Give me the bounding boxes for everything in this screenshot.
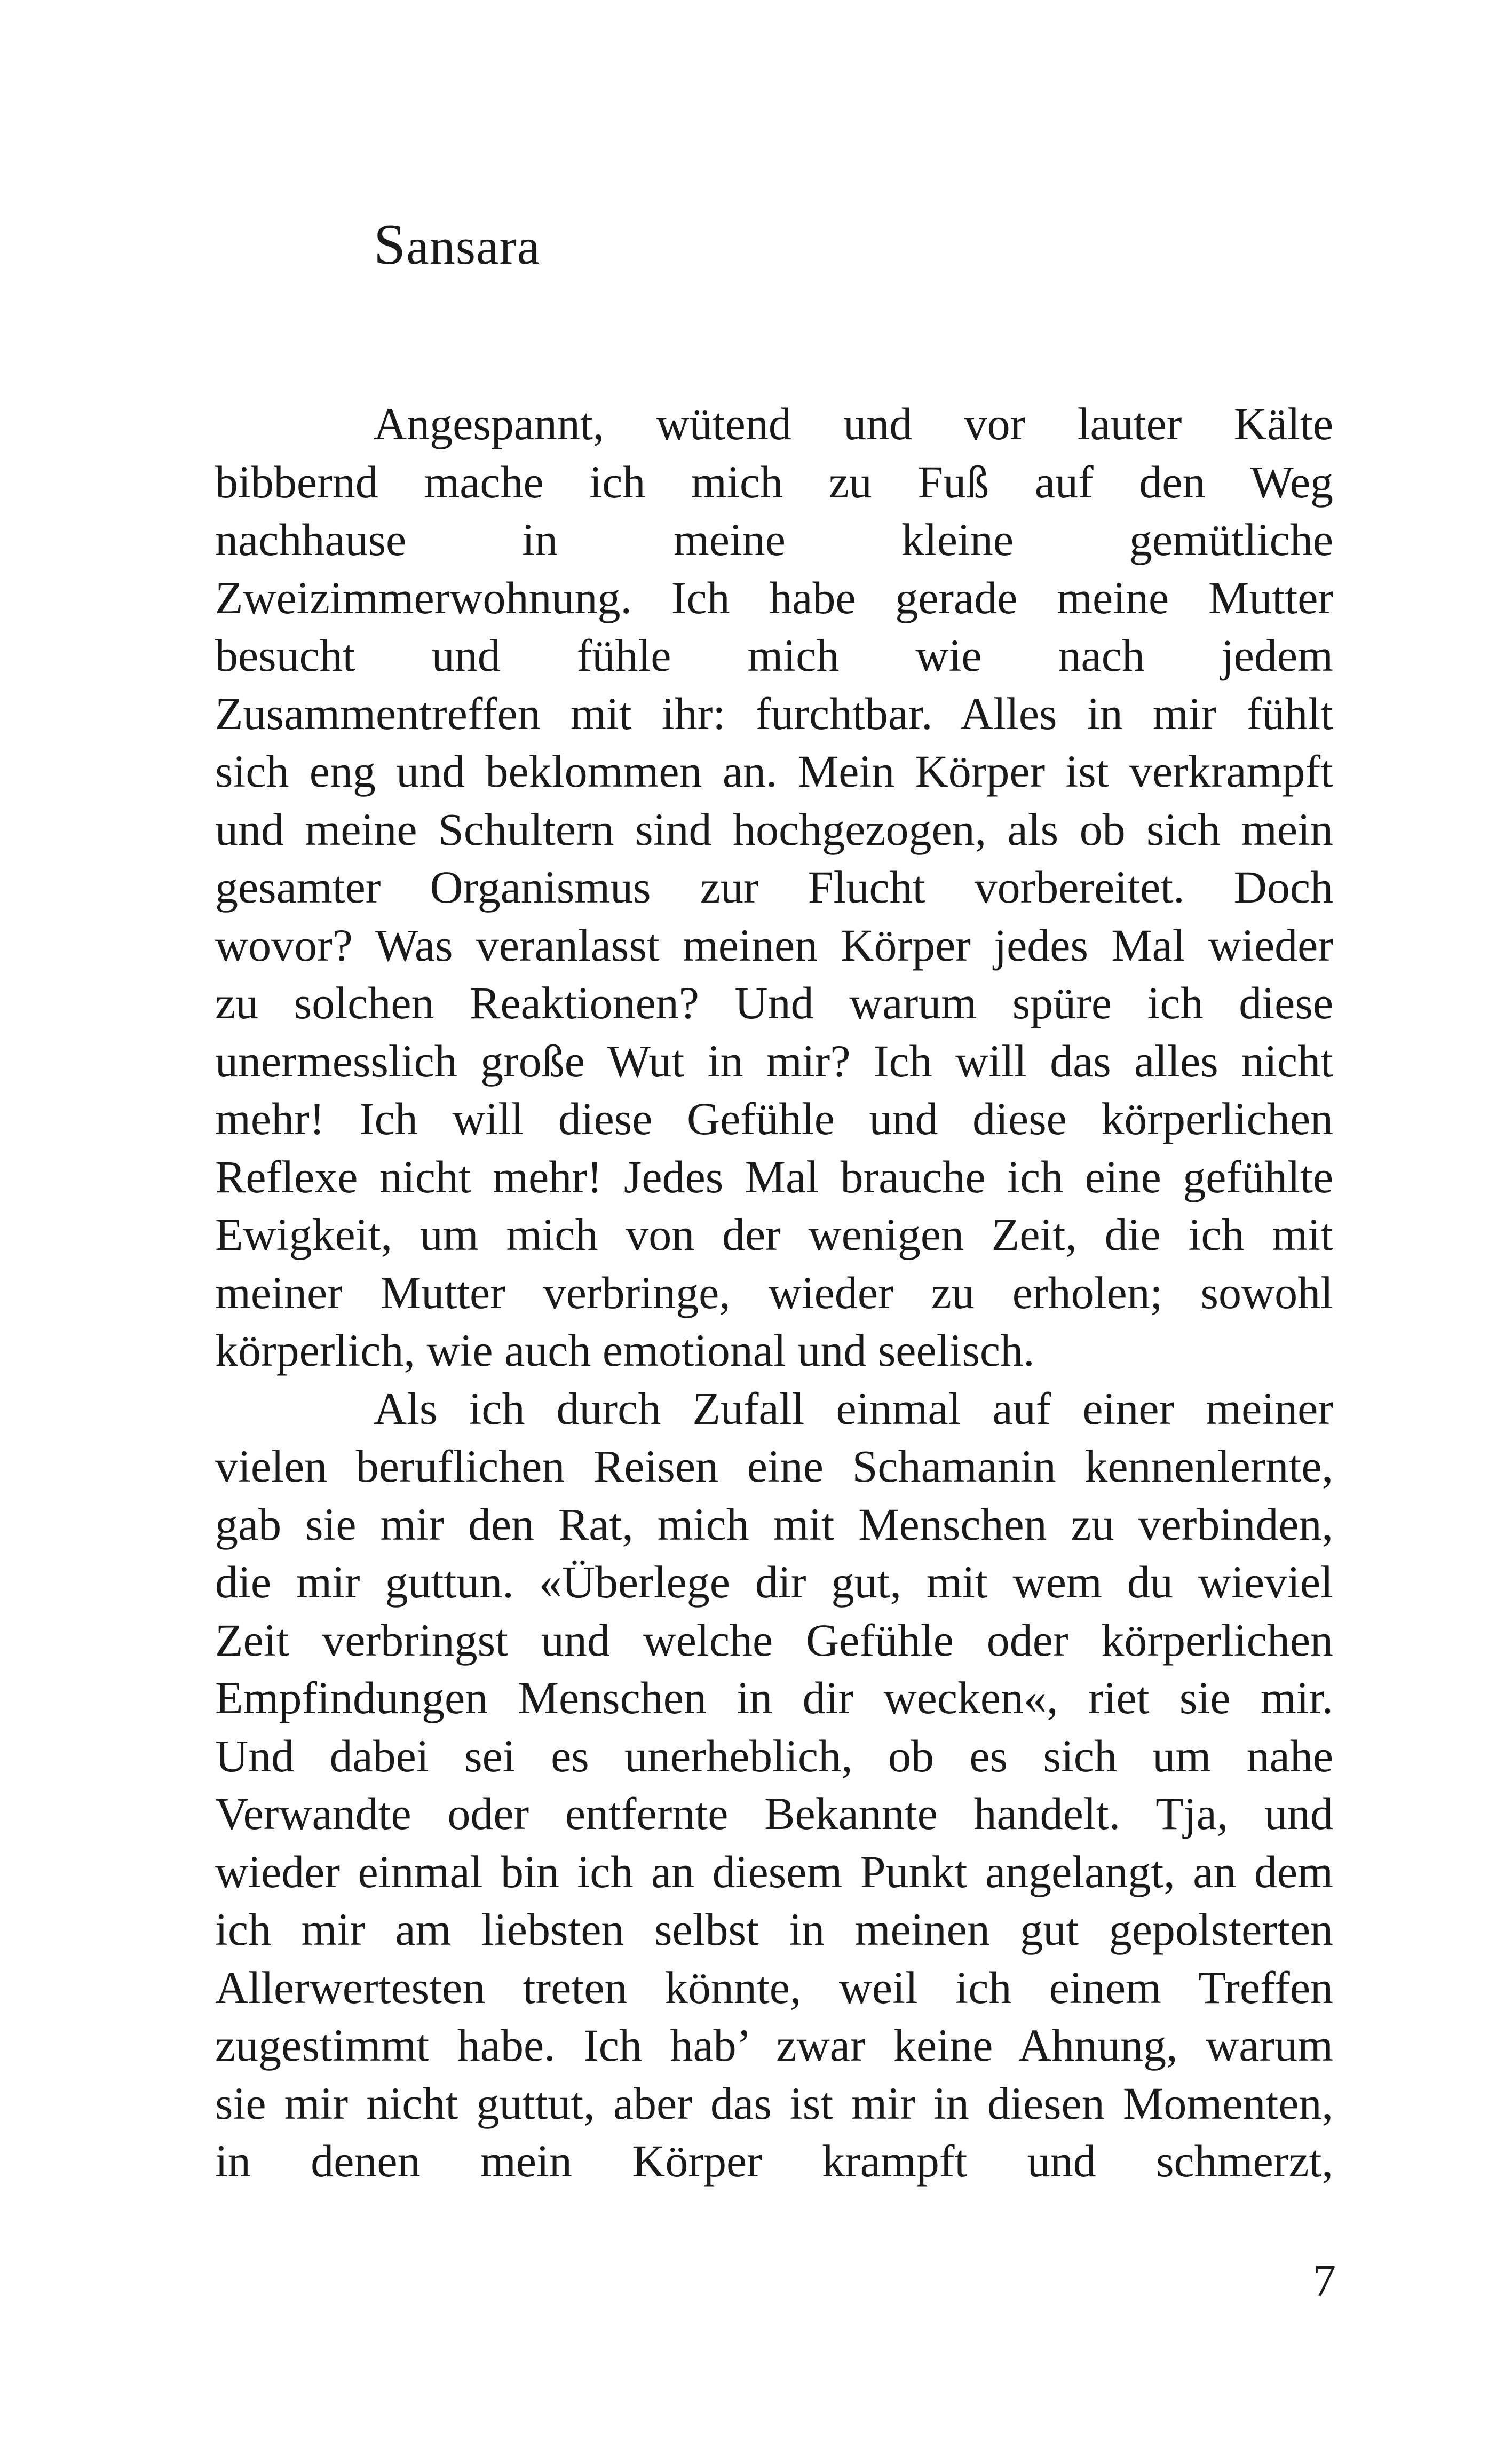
text-line: Angespannt, wütend und vor lauter Kälte — [374, 398, 1333, 449]
text-line: und meine Schultern sind hochgezogen, als ob sich mein — [215, 803, 1333, 855]
chapter-title-initial: S — [374, 213, 407, 276]
text-line: besucht und fühle mich wie nach jedem — [215, 630, 1333, 681]
text-line: Empfindungen Menschen in dir wecken«, riet sie mir. — [215, 1672, 1333, 1723]
text-line: in denen mein Körper krampft und schmerzt, — [215, 2135, 1333, 2187]
text-line: sich eng und beklommen an. Mein Körper ist verkrampft — [215, 746, 1333, 797]
text-line: wovor? Was veranlasst meinen Körper jedes Mal wieder — [215, 919, 1333, 971]
text-line: zu solchen Reaktionen? Und warum spüre ich diese — [215, 977, 1333, 1028]
text-line: die mir guttun. «Überlege dir gut, mit wem du wieviel — [215, 1556, 1333, 1608]
text-line: Verwandte oder entfernte Bekannte handelt. Tja, und — [215, 1788, 1333, 1839]
text-line: Als ich durch Zufall einmal auf einer meiner — [374, 1382, 1333, 1434]
body-text — [215, 395, 1333, 2190]
text-line: bibbernd mache ich mich zu Fuß auf den Weg — [215, 456, 1333, 508]
text-line: nachhause in meine kleine gemütliche — [215, 514, 1333, 565]
text-line: meiner Mutter verbringe, wieder zu erholen; sowohl — [215, 1266, 1333, 1318]
text-line: Zweizimmerwohnung. Ich habe gerade meine Mutter — [215, 572, 1333, 623]
chapter-title-rest: ansara — [406, 218, 541, 275]
text-line: wieder einmal bin ich an diesem Punkt angelangt, an dem — [215, 1846, 1333, 1897]
page-number: 7 — [1313, 2255, 1336, 2306]
text-line: gab sie mir den Rat, mich mit Menschen zu verbinden, — [215, 1498, 1333, 1550]
text-line: zugestimmt habe. Ich hab’ zwar keine Ahnung, warum — [215, 2020, 1333, 2071]
text-line: Zeit verbringst und welche Gefühle oder körperlichen — [215, 1614, 1333, 1666]
chapter-title — [374, 213, 541, 276]
text-line: körperlich, wie auch emotional und seelisch. — [215, 1325, 1035, 1376]
text-line: Und dabei sei es unerheblich, ob es sich um nahe — [215, 1730, 1333, 1782]
text-line: mehr! Ich will diese Gefühle und diese körperlichen — [215, 1093, 1333, 1144]
text-line: ich mir am liebsten selbst in meinen gut gepolsterten — [215, 1904, 1333, 1955]
paragraph — [215, 1380, 1333, 2190]
text-line: gesamter Organismus zur Flucht vorbereitet. Doch — [215, 861, 1333, 913]
paragraph — [215, 395, 1333, 1380]
text-line: Reflexe nicht mehr! Jedes Mal brauche ich eine gefühlte — [215, 1151, 1333, 1202]
text-line: Allerwertesten treten könnte, weil ich einem Treffen — [215, 1961, 1333, 2013]
text-line: vielen beruflichen Reisen eine Schamanin kennenlernte, — [215, 1440, 1333, 1492]
text-line: Zusammentreffen mit ihr: furchtbar. Alles in mir fühlt — [215, 687, 1333, 739]
text-line: sie mir nicht guttut, aber das ist mir in diesen Momenten, — [215, 2077, 1333, 2129]
text-line: unermesslich große Wut in mir? Ich will das alles nicht — [215, 1035, 1333, 1087]
text-line: Ewigkeit, um mich von der wenigen Zeit, die ich mit — [215, 1209, 1333, 1260]
